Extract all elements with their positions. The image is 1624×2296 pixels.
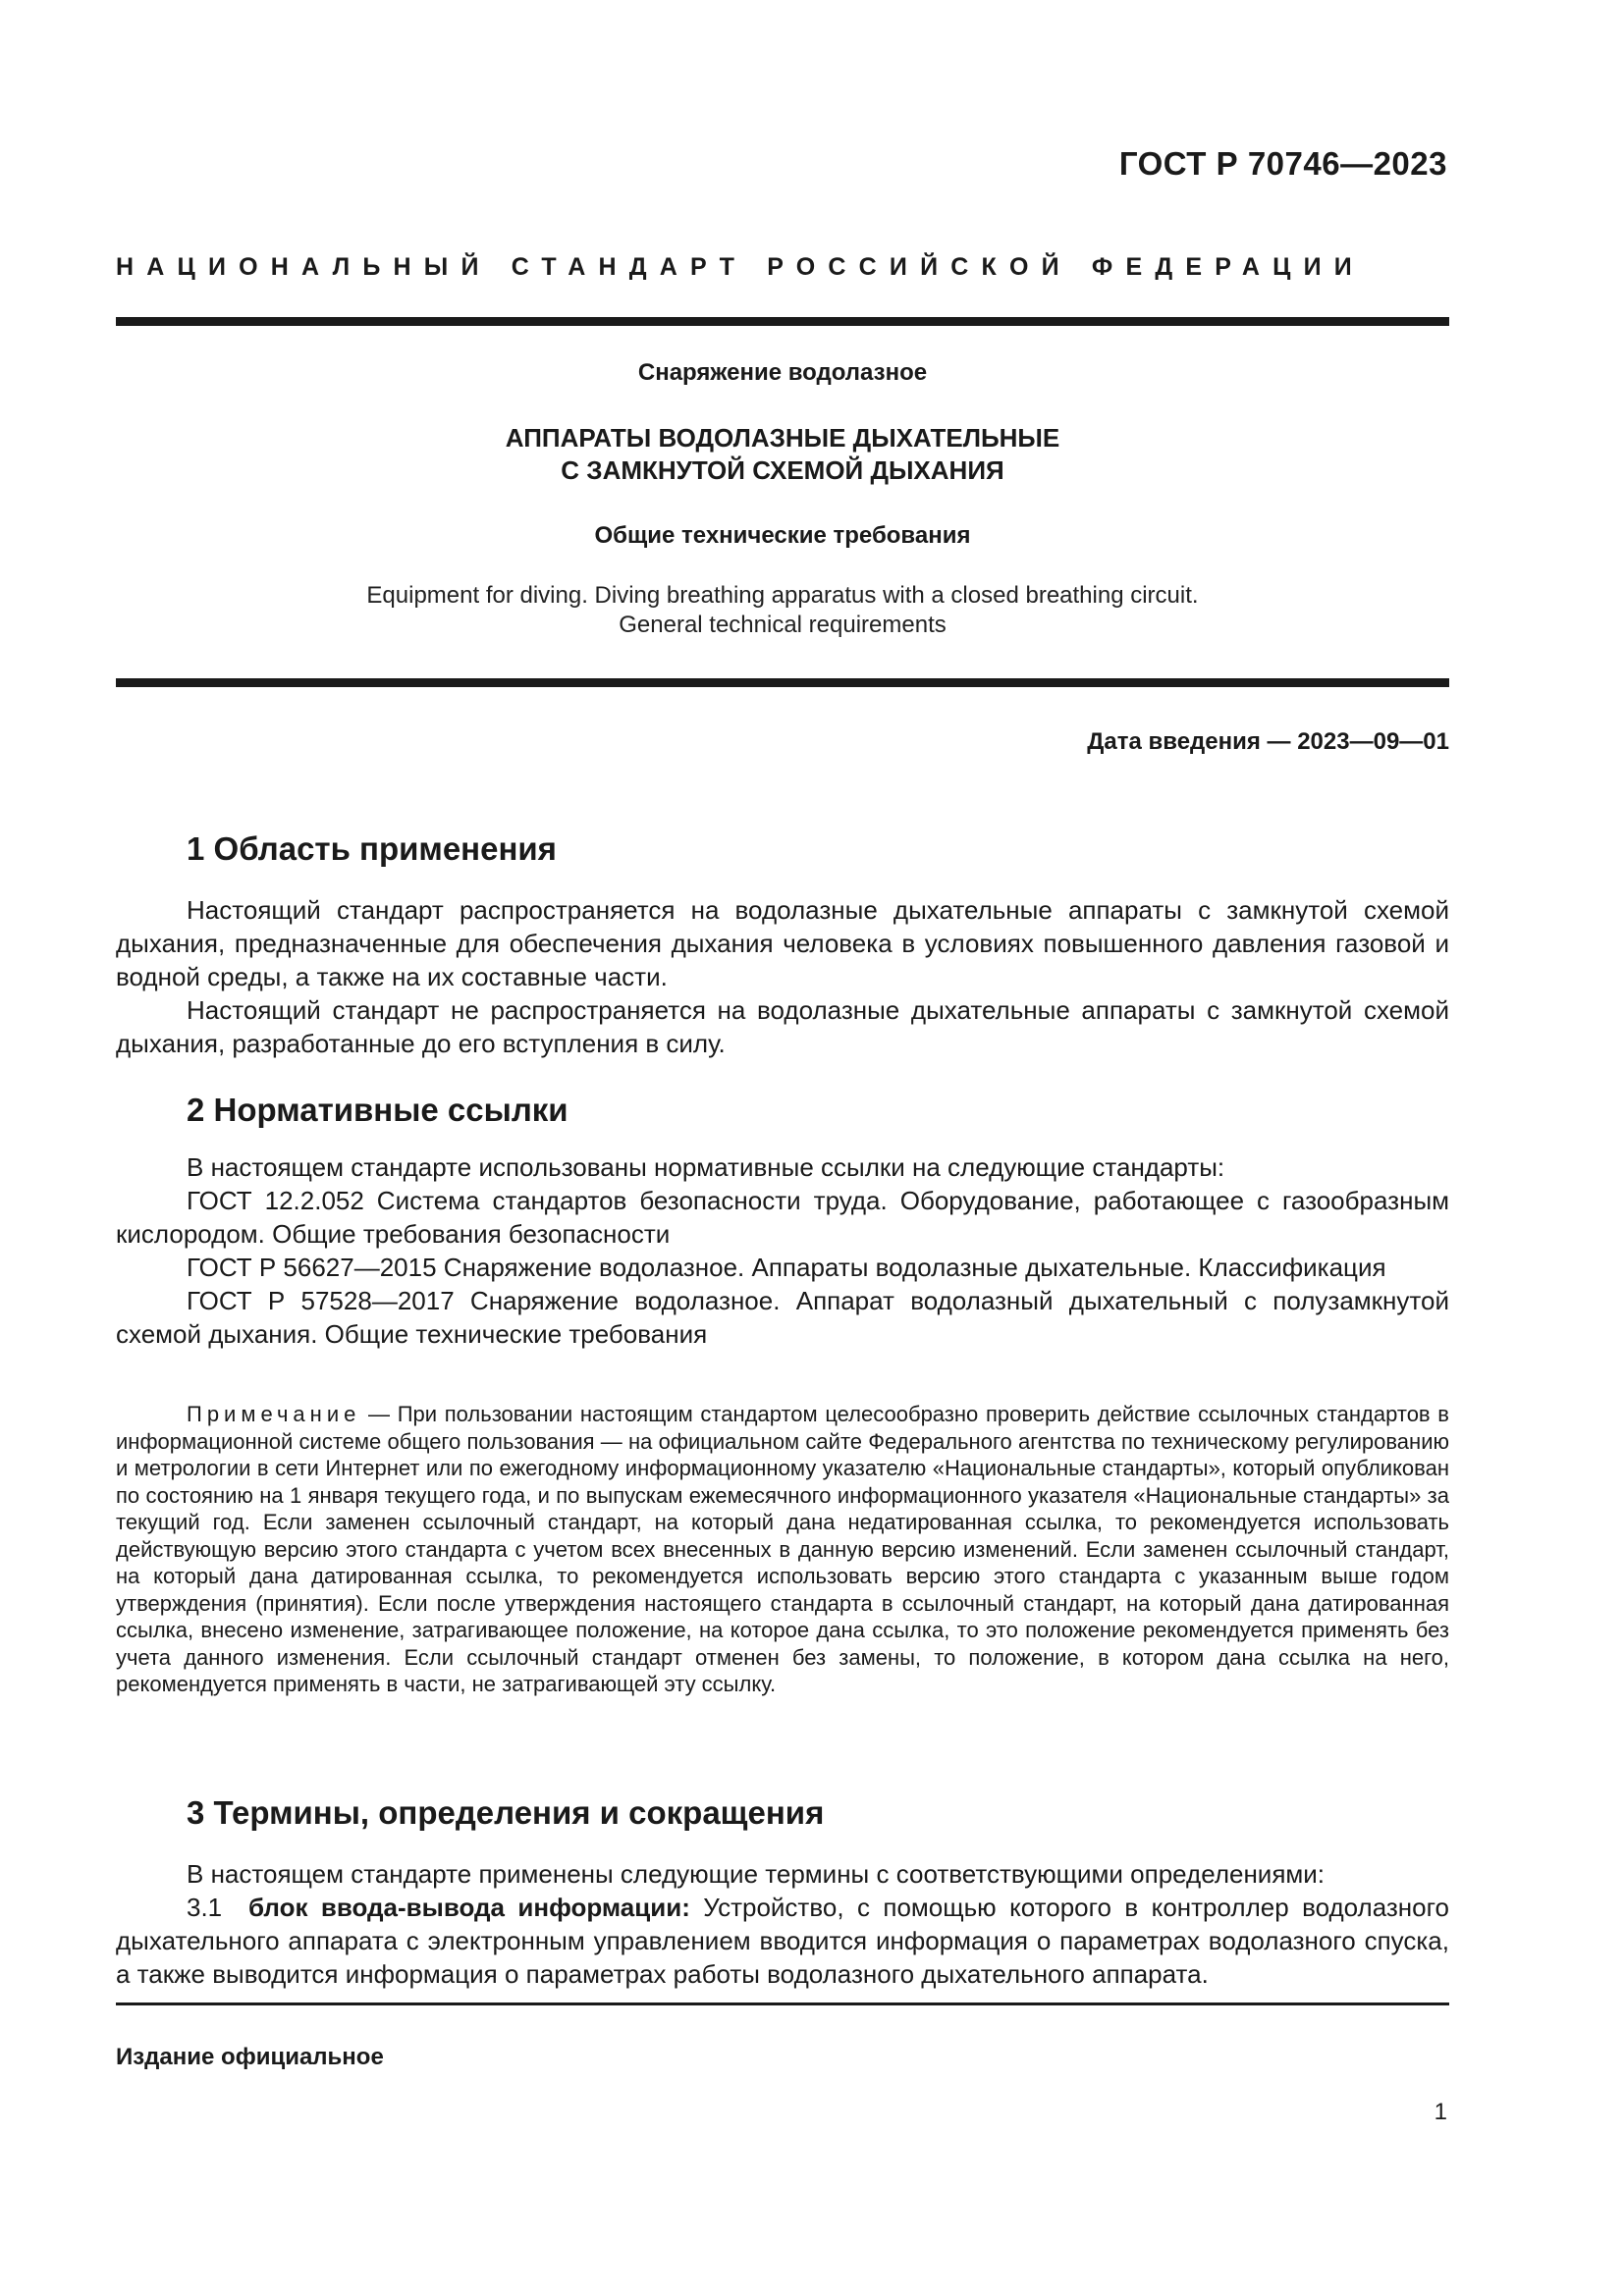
document-subtitle: Общие технические требования: [594, 522, 971, 549]
document-subject: Снаряжение водолазное: [637, 359, 928, 386]
section-1-heading: 1 Область применения: [187, 830, 557, 867]
note-label: Примечание: [187, 1402, 361, 1426]
section-1-paragraph: Настоящий стандарт не распространяется на водолазные дыхательные аппараты с замкнутой схемой дыхания, разработанные до его вступления в силу.: [116, 995, 1449, 1058]
reference-item: ГОСТ 12.2.052 Система стандартов безопасности труда. Оборудование, работающее с газообразным кислородом. Общие требования безопасности: [116, 1186, 1449, 1249]
section-1-paragraph: Настоящий стандарт распространяется на водолазные дыхательные аппараты с замкнутой схемой дыхания, предназначенные для обеспечения дыхания человека в условиях повышенного давления газовой и водной среды, а также на их составные части.: [116, 895, 1449, 991]
term-definition: [116, 1891, 1449, 1991]
reference-item: ГОСТ Р 56627—2015 Снаряжение водолазное. Аппараты водолазные дыхательные. Классификация: [187, 1253, 1386, 1282]
top-divider: [116, 317, 1449, 326]
note-block: [116, 1401, 1449, 1698]
term-name: блок ввода-вывода информации:: [247, 1893, 690, 1922]
term-definition-text: Устройство, с помощью которого в контроллер водолазного дыхательного аппарата с электронным управлением вводится информация о параметрах водолазного спуска, а также выводится информация о параметрах работы водолазного дыхательного аппарата.: [116, 1893, 1449, 1989]
footer-divider: [116, 2002, 1449, 2005]
introduction-date: Дата введения — 2023—09—01: [1087, 728, 1449, 755]
section-3-heading: 3 Термины, определения и сокращения: [187, 1794, 825, 1831]
english-title-line2: General technical requirements: [619, 612, 947, 638]
document-title-line2: С ЗАМКНУТОЙ СХЕМОЙ ДЫХАНИЯ: [561, 455, 1004, 485]
english-title-line1: Equipment for diving. Diving breathing apparatus with a closed breathing circuit.: [366, 582, 1199, 609]
section-3-body: [116, 1857, 1449, 1991]
national-standard-banner: НАЦИОНАЛЬНЫЙ СТАНДАРТ РОССИЙСКОЙ ФЕДЕРАЦИИ: [116, 253, 1365, 281]
official-edition-label: Издание официальное: [116, 2044, 384, 2070]
document-title-line1: АППАРАТЫ ВОДОЛАЗНЫЕ ДЫХАТЕЛЬНЫЕ: [505, 423, 1060, 453]
english-title: [116, 581, 1449, 640]
section-3-paragraph: В настоящем стандарте применены следующие термины с соответствующими определениями:: [187, 1859, 1326, 1889]
reference-item: ГОСТ Р 57528—2017 Снаряжение водолазное. Аппарат водолазный дыхательный с полузамкнутой схемой дыхания. Общие технические требования: [116, 1286, 1449, 1349]
section-2-paragraph: В настоящем стандарте использованы нормативные ссылки на следующие стандарты:: [187, 1152, 1225, 1182]
document-title: [116, 422, 1449, 487]
section-2-heading: 2 Нормативные ссылки: [187, 1092, 568, 1128]
title-divider: [116, 678, 1449, 687]
note-text: — При пользовании настоящим стандартом целесообразно проверить действие ссылочных стандартов в информационной системе общего пользования — на официальном сайте Федерального агентства по техническому регулированию и метрологии в сети Интернет или по ежегодному информационному указателю «Национальные стандарты», который опубликован по состоянию на 1 января текущего года, и по выпускам ежемесячного информационного указателя «Национальные стандарты» за текущий год. Если заменен ссылочный стандарт, на который дана недатированная ссылка, то рекомендуется использовать действующую версию этого стандарта с учетом всех внесенных в данную версию изменений. Если заменен ссылочный стандарт, на который дана датированная ссылка, то рекомендуется использовать версию этого стандарта с указанным выше годом утверждения (принятия). Если после утверждения настоящего стандарта в ссылочный стандарт, на который дана датированная ссылка, внесено изменение, затрагивающее положение, на которое дана ссылка, то это положение рекомендуется применять без учета данного изменения. Если ссылочный стандарт отменен без замены, то положение, в котором дана ссылка на него, рекомендуется применять в части, не затрагивающей эту ссылку.: [116, 1402, 1449, 1696]
document-code: ГОСТ Р 70746—2023: [1118, 145, 1447, 182]
section-2-body: [116, 1150, 1449, 1351]
section-1-body: [116, 893, 1449, 1060]
term-number: 3.1: [187, 1893, 223, 1922]
page-number: 1: [1434, 2099, 1447, 2125]
